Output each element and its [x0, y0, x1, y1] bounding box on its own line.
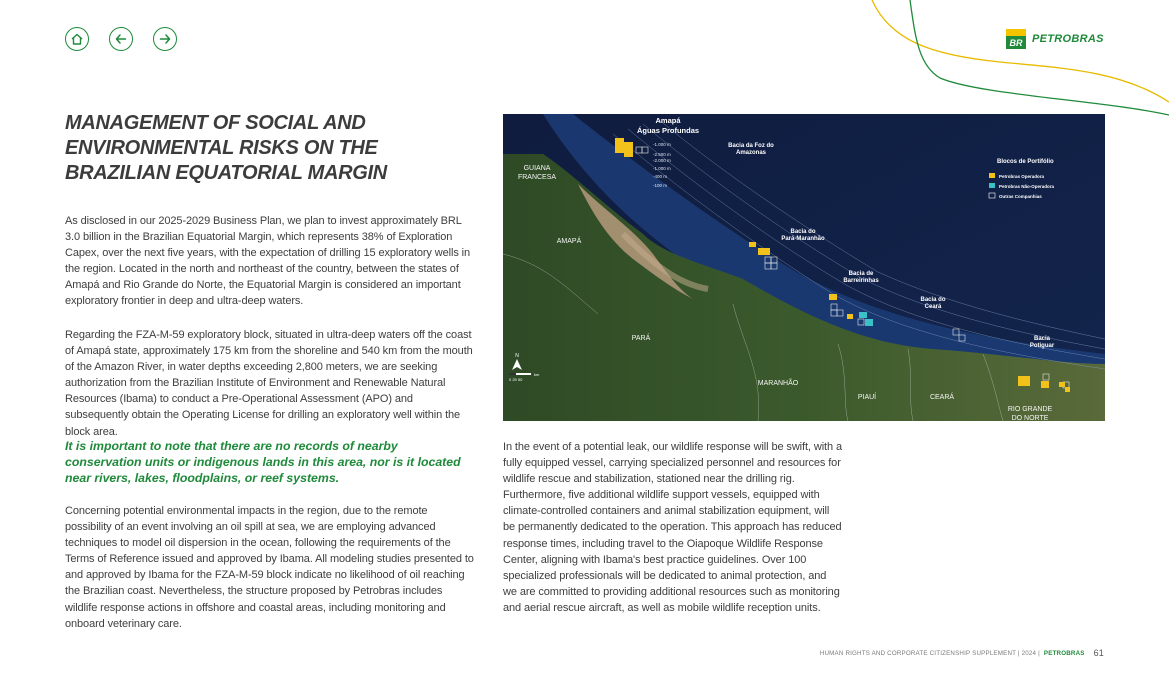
page-number: 61	[1093, 648, 1104, 658]
petrobras-logo	[1006, 29, 1104, 49]
label-maranhao: MARANHÃO	[757, 380, 799, 387]
legend-item-nao-operadora: Petrobras Não-Operadora	[999, 184, 1055, 189]
label-rio-grande-do-norte: RIO GRANDE DO NORTE	[1007, 406, 1053, 421]
label-guiana-francesa: GUIANA FRANCESA	[517, 165, 557, 181]
legend-item-operadora: Petrobras Operadora	[999, 174, 1045, 179]
label-para-maranhao: Bacia do Pará-Maranhão	[781, 229, 825, 242]
arrow-left-icon	[114, 32, 128, 46]
depth-label: -400 m	[653, 174, 668, 179]
paragraph-fza-block: Regarding the FZA-M-59 exploratory block, situated in ultra-deep waters off the coast of Amapá state, approximately 175 km from the shoreline and 540 km from the mouth of the Amazon River, in water depths exceeding 2,800 meters, we are seeking authorization from the Brazilian Institute of Environment and Renewable Natural Resources (Ibama) to conduct a Pre-Operational Assessment (APO) and subsequently obtain the Operating License for drilling an exploratory well within the block area.	[65, 329, 473, 438]
scale-unit: km	[534, 372, 540, 377]
depth-label: -1.000 m	[653, 142, 671, 147]
label-amapa-basin: Amapá Águas Profundas	[636, 116, 700, 135]
footer-text: HUMAN RIGHTS AND CORPORATE CITIZENSHIP SUPPLEMENT | 2024 |	[819, 649, 1040, 657]
label-ceara-basin: Bacia do Ceará	[920, 297, 946, 310]
svg-text:N: N	[515, 353, 519, 359]
legend-swatch-nao-operadora	[989, 183, 995, 188]
depth-label: -2.500 m	[653, 152, 671, 157]
highlight-callout: It is important to note that there are no records of nearby conservation units or indigenous lands in this area, nor is it located near rivers, lakes, floodplains, or reef systems.	[65, 439, 461, 485]
label-ceara-state: CEARÁ	[929, 394, 955, 401]
page-title: MANAGEMENT OF SOCIAL AND ENVIRONMENTAL RISKS ON THE BRAZILIAN EQUATORIAL MARGIN	[65, 112, 387, 184]
paragraph-business-plan: As disclosed in our 2025-2029 Business Plan, we plan to invest approximately BRL 3.0 billion in the Brazilian Equatorial Margin, which represents 38% of Exploration Capex, over the next five years, with the expectation of drilling 15 exploratory wells in the region. Located in the north and northeast of the country, between the states of Amapá and Rio Grande do Norte, the Equatorial Margin is considered an important exploratory frontier in deep and ultra-deep waters.	[65, 215, 471, 308]
petrobras-logo-mark: BR	[1006, 29, 1026, 49]
home-button[interactable]	[65, 27, 89, 51]
label-para-state: PARÁ	[631, 335, 651, 342]
legend-item-outras: Outras Companhias	[999, 194, 1042, 199]
paragraph-wildlife-response: In the event of a potential leak, our wildlife response will be swift, with a fully equipped vessel, carrying specialized personnel and resources for wildlife rescue and stabilization, stationed near the drilling rig. Furthermore, five additional wildlife support vessels, equipped with climate-controlled containers and animal stabilization equipment, will be permanently dedicated to the operation. This approach has reduced response times, including travel to the Oiapoque Wildlife Response Center, aligning with Ibama's best practice guidelines. Over 100 specialized professionals will be dedicated to animal protection, and we are committed to providing additional resources such as monitoring and aerial rescue aircraft, as well as mobile wildlife reception units.	[503, 441, 842, 614]
depth-label: -2.000 m	[653, 158, 671, 163]
label-potiguar: Bacia Potiguar	[1029, 336, 1055, 349]
label-amapa-state: AMAPÁ	[556, 238, 582, 245]
label-barreirinhas: Bacia de Barreirinhas	[843, 271, 879, 284]
scale-values: 0 25 50	[509, 377, 523, 382]
label-piaui: PIAUÍ	[857, 394, 877, 401]
depth-label: -100 m	[653, 183, 668, 188]
arrow-right-icon	[158, 32, 172, 46]
footer-brand: PETROBRAS	[1043, 649, 1085, 657]
home-icon	[70, 32, 84, 46]
forward-button[interactable]	[153, 27, 177, 51]
label-foz-amazonas: Bacia da Foz do Amazonas	[728, 143, 774, 156]
paragraph-environmental-impacts: Concerning potential environmental impacts in the region, due to the remote possibility of an event involving an oil spill at sea, we are employing advanced techniques to model oil dispersion in the ocean, following the requirements of the Terms of Reference issued and approved by Ibama. All modeling studies presented to and approved by Ibama for the FZA-M-59 block indicate no likelihood of oil reaching the Brazilian coast. Nevertheless, the structure proposed by Petrobras includes wildlife response actions in offshore and coastal areas, including monitoring and onboard veterinary care.	[65, 505, 474, 630]
page-footer	[820, 648, 1104, 658]
equatorial-margin-map	[503, 114, 1105, 421]
back-button[interactable]	[109, 27, 133, 51]
legend-title: Blocos de Portifólio	[997, 159, 1054, 165]
logo-text: PETROBRAS	[1032, 33, 1104, 45]
legend-swatch-operadora	[989, 173, 995, 178]
decorative-curves	[860, 0, 1169, 120]
depth-label: -1.000 m	[653, 166, 671, 171]
